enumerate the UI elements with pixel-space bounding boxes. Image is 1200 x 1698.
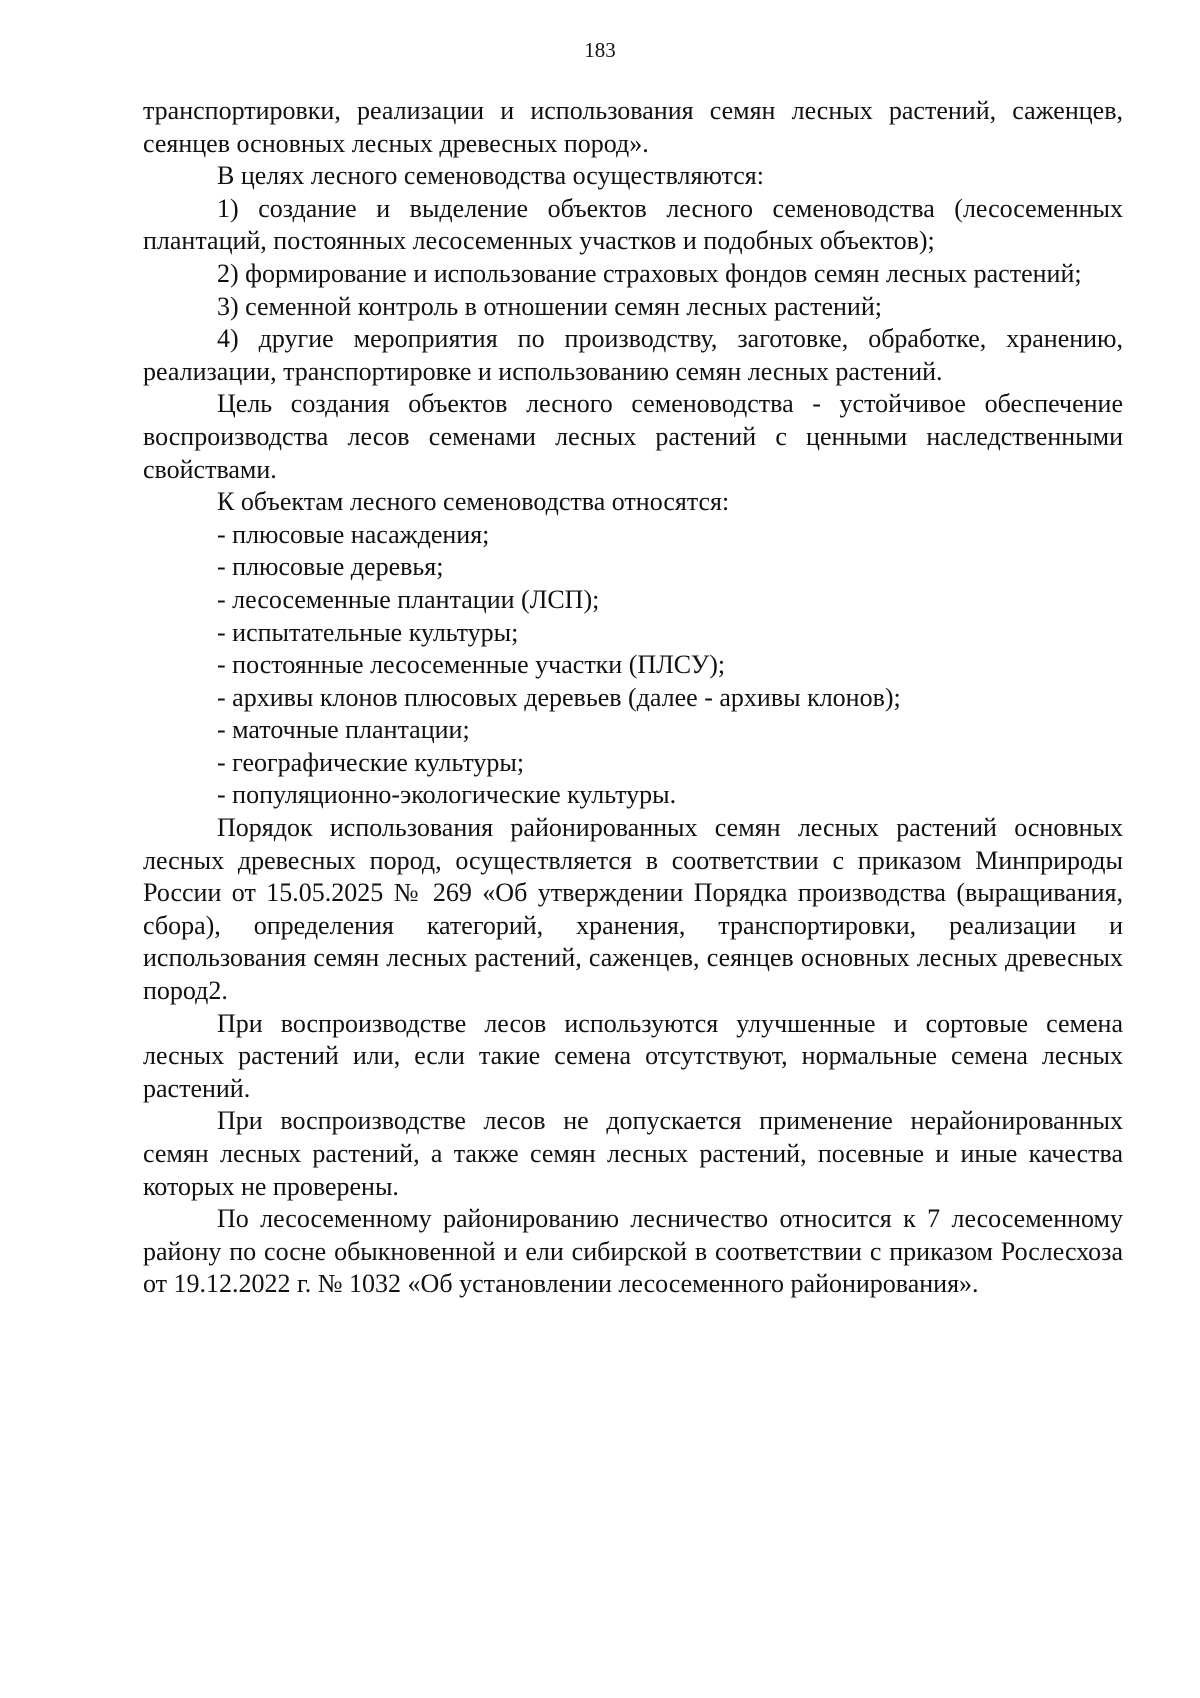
list-item: - географические культуры; [217,747,525,777]
paragraph-item-4: 4) другие мероприятия по производству, заготовке, обработке, хранению, реализации, транспортировке и использованию семян лесных растений. [143,324,1123,386]
list-item: - архивы клонов плюсовых деревьев (далее - архивы клонов); [217,682,901,712]
list-item: - лесосеменные плантации (ЛСП); [217,584,600,614]
document-body [143,95,1123,1301]
list-item: - популяционно-экологические культуры. [217,780,677,810]
paragraph-seed-activities-intro: В целях лесного семеноводства осуществляются: [217,161,764,191]
list-item: - постоянные лесосеменные участки (ПЛСУ); [217,650,726,680]
paragraph-non-zoned-seeds: При воспроизводстве лесов не допускается применение нерайонированных семян лесных растений, а также семян лесных растений, посевные и иные качества которых не проверены. [143,1106,1123,1201]
objects-list [143,519,1123,812]
list-item: - маточные плантации; [217,715,470,745]
paragraph-continuation: транспортировки, реализации и использования семян лесных растений, саженцев, сеянцев основных лесных древесных пород». [143,96,1123,158]
paragraph-objects-intro: К объектам лесного семеноводства относятся: [217,487,730,517]
paragraph-seed-usage-order: Порядок использования районированных семян лесных растений основных лесных древесных пород, осуществляется в соответствии с приказом Минприроды России от 15.05.2025 № 269 «Об утверждении Порядка производства (выращивания, сбора), определения категорий, хранения, транспортировки, реализации и использования семян лесных растений, саженцев, сеянцев основных лесных древесных пород2. [143,813,1123,1006]
paragraph-item-1: 1) создание и выделение объектов лесного семеноводства (лесосеменных плантаций, постоянных лесосеменных участков и подобных объектов); [143,193,1123,256]
list-item: - испытательные культуры; [217,617,519,647]
paragraph-item-2: 2) формирование и использование страховых фондов семян лесных растений; [217,258,1082,288]
paragraph-improved-seeds: При воспроизводстве лесов используются улучшенные и сортовые семена лесных растений или, если такие семена отсутствуют, нормальные семена лесных растений. [143,1008,1123,1103]
paragraph-seed-zoning: По лесосеменному районированию лесничество относится к 7 лесосеменному району по сосне обыкновенной и ели сибирской в соответствии с приказом Рослесхоза от 19.12.2022 г. № 1032 «Об установлении лесосеменного районирования». [143,1204,1123,1299]
page-number: 183 [584,38,616,62]
paragraph-goal: Цель создания объектов лесного семеноводства - устойчивое обеспечение воспроизводства лесов семенами лесных растений с ценными наследственными свойствами. [143,389,1123,484]
list-item: - плюсовые деревья; [217,552,444,582]
paragraph-item-3: 3) семенной контроль в отношении семян лесных растений; [217,291,882,321]
list-item: - плюсовые насаждения; [217,519,490,549]
